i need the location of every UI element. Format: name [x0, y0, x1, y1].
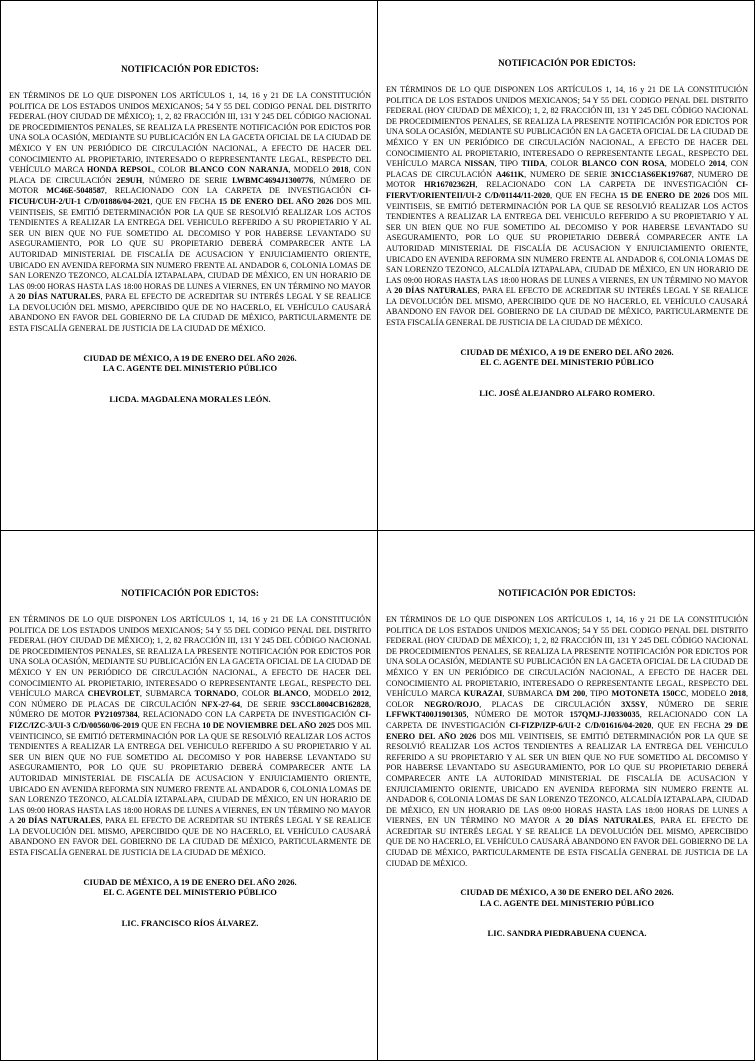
notice-body-bold: CI-FIERVT/ORIENTEII/UI-2 C/D/01144/11-2020 [386, 180, 748, 200]
notice-body-bold: 93CCL8004CB162828 [291, 699, 369, 709]
notice-body-text: , RELACIONADO CON LA CARPETA DE INVESTIGACIÓN [386, 710, 748, 730]
notice-body-bold: 2018 [729, 689, 746, 699]
notice-body-text: EN TÉRMINOS DE LO QUE DISPONEN LOS ARTÍCULOS 1, 14, 16 y 21 DE LA CONSTITUCIÓN POLITICA DE LOS ESTADOS UNIDOS MEXICANOS; 54 Y 55 DEL CODIGO PENAL DEL DISTRITO FEDERAL (HOY CIUDAD DE MÉXICO); 1, 2, 82 FRACCIÓN III, 131 Y 245 DEL CÓDIGO NACIONAL DE PROCEDIMIENTOS PENALES, SE REALIZA LA PRESENTE NOTIFICACIÓN POR EDICTOS POR UNA SOLA OCASIÓN, MEDIANTE SU PUBLICACIÓN EN LA GACETA OFICIAL DE LA CIUDAD DE MÉXICO Y EN UN PERIÓDICO DE CIRCULACIÓN NACIONAL, A EFECTO DE HACER DEL CONOCIMIENTO AL PROPIETARIO, INTERESADO O REPRESENTANTE LEGAL, RESPECTO DEL VEHÍCULO MARCA [386, 85, 748, 169]
notice-body-text: , PARA EL EFECTO DE ACREDITAR SU INTERÉS LEGAL Y SE REALICE LA DEVOLUCIÓN DEL MISMO, APERCIBIDO QUE DE NO HACERLO, EL VEHÍCULO CAUSARÁ ABANDONO EN FAVOR DEL GOBIERNO DE LA CIUDAD DE MÉXICO, PARTICULARMENTE DE ESTA FISCALÍA GENERAL DE JUSTICIA DE LA CIUDAD DE MÉXICO. [386, 816, 748, 868]
notice-body-text: DOS MIL VEINTISEIS, SE EMITIÓ DETERMINACIÓN POR LA QUE SE RESOLVIÓ REALIZAR LOS ACTOS TENDIENTES A REALIZAR LA ENTREGA DEL VEHICULO REFERIDO A SU PROPIETARIO Y AL SER UN BIEN QUE NO FUE SOMETIDO AL DECOMISO Y POR HABERSE LEVANTADO SU ASEGURAMIENTO, POR LO QUE SU PROPIETARIO DEBERÁ COMPARECER ANTE LA AUTORIDAD MINISTERIAL DE FISCALÍA DE ACUSACION Y ENJUICIAMIENTO ORIENTE, UBICADO EN AVENIDA REFORMA SIN NUMERO FRENTE AL ANDADOR 6, COLONIA LOMAS DE SAN LORENZO TEZONCO, ALCALDÍA IZTAPALAPA, CIUDAD DE MÉXICO, EN UN HORARIO DE LAS 09:00 HORAS HASTA LAS 18:00 HORAS DE LUNES A VIERNES, EN UN TÉRMINO NO MAYOR A [9, 196, 371, 302]
notice-body-bold: 2014 [708, 159, 726, 169]
notice-body-bold: 15 DE ENERO DE 2026 [619, 190, 710, 200]
notice-body-text: , NÚMERO DE MOTOR [9, 175, 371, 196]
notice-body-text: , QUE EN FECHA [150, 196, 219, 206]
notice-body-text: QUE EN FECHA [139, 720, 203, 730]
notice-body-text: , DE SERIE [240, 699, 292, 709]
notice-agent-title: EL C. AGENTE DEL MINISTERIO PÚBLICO [103, 887, 277, 898]
notice-body-text: , RELACIONADO CON LA CARPETA DE INVESTIGACIÓN [104, 186, 360, 196]
notice-body-bold: NEGRO/ROJO [424, 699, 480, 709]
notice-body-bold: DM 200 [556, 689, 586, 699]
notice-body-text: , TIPO [585, 689, 612, 699]
notice-body-text: , MODELO [288, 165, 333, 175]
notice-signer: LICDA. MAGDALENA MORALES LEÓN. [109, 393, 271, 404]
notice-body-text: EN TÉRMINOS DE LO QUE DISPONEN LOS ARTÍCULOS 1, 14, 16 y 21 DE LA CONSTITUCIÓN POLITICA DE LOS ESTADOS UNIDOS MEXICANOS; 54 Y 55 DEL CODIGO PENAL DEL DISTRITO FEDERAL (HOY CIUDAD DE MÉXICO); 1, 2, 82 FRACCIÓN III, 131 Y 245 DEL CÓDIGO NACIONAL DE PROCEDIMIENTOS PENALES, SE REALIZA LA PRESENTE NOTIFICACIÓN POR EDICTOS POR UNA SOLA OCASIÓN, MEDIANTE SU PUBLICACIÓN EN LA GACETA OFICIAL DE LA CIUDAD DE MÉXICO Y EN UN PERIÓDICO DE CIRCULACIÓN NACIONAL, A EFECTO DE HACER DEL CONOCIMIENTO AL PROPIETARIO, INTERESADO O REPRESENTANTE LEGAL, RESPECTO DEL VEHÍCULO MARCA [9, 91, 371, 175]
notice-panel [377, 0, 755, 531]
notice-body-text: , CON PLACAS DE CIRCULACIÓN [386, 159, 748, 179]
notice-body-bold: 157QMJ-JJ0330035 [569, 710, 640, 720]
notice-body-bold: PY21097384 [94, 710, 138, 720]
notice-body-text: , CON PLACA DE CIRCULACIÓN [9, 165, 372, 185]
notice-body-bold: 20 DÍAS NATURALES [394, 286, 478, 296]
notice-body-text: DOS MIL VEINTISEIS, SE EMITIÓ DETERMINACIÓN POR LA QUE SE RESOLVIÓ REALIZAR LOS ACTOS TENDIENTES A REALIZAR LA ENTREGA DEL VEHICULO REFERIDO A SU PROPIETARIO Y AL SER UN BIEN QUE NO FUE SOMETIDO AL DECOMISO Y POR HABERSE LEVANTADO SU ASEGURAMIENTO, POR LO QUE SU PROPIETARIO DEBERÁ COMPARECER ANTE LA AUTORIDAD MINISTERIAL DE FISCALÍA DE ACUSACION Y ENJUICIAMIENTO ORIENTE, UBICADO EN AVENIDA REFORMA SIN NUMERO FRENTE AL ANDADOR 6, COLONIA LOMAS DE SAN LORENZO TEZONCO, ALCALDÍA IZTAPALAPA, CIUDAD DE MÉXICO, EN UN HORARIO DE LAS 09:00 HORAS HASTA LAS 18:00 HORAS DE LUNES A VIERNES, EN UN TÉRMINO NO MAYOR A [386, 731, 748, 826]
notice-body-bold: KURAZAI [463, 689, 503, 699]
notice-body-bold: 3N1CC1AS6EK197687 [610, 169, 692, 179]
notice-body-bold: LWBMC4694J1300776 [232, 175, 314, 185]
notice-body-bold: HONDA REPSOL [86, 165, 153, 175]
notice-body-text: , SUBMARCA [502, 689, 557, 699]
notice-panel [0, 530, 378, 1061]
notice-body-bold: BLANCO CON ROSA [581, 159, 665, 169]
notice-body [386, 85, 748, 329]
notice-date: CIUDAD DE MÉXICO, A 19 DE ENERO DEL AÑO 2026. [460, 346, 674, 357]
notice-signer: LIC. FRANCISCO RÍOS ÁLVAREZ. [121, 917, 259, 928]
notice-body-bold: 3X5SY [621, 699, 646, 709]
notice-body-text: , PARA EL EFECTO DE ACREDITAR SU INTERÉS LEGAL Y SE REALICE LA DEVOLUCIÓN DEL MISMO, APERCIBIDO QUE DE NO HACERLO, EL VEHÍCULO CAUSARÁ ABANDONO EN FAVOR DEL GOBIERNO DE LA CIUDAD DE MÉXICO, PARTICULARMENTE DE ESTA FISCALÍA GENERAL DE JUSTICIA DE LA CIUDAD DE MÉXICO. [386, 286, 748, 328]
notice-body-bold: TORNADO [194, 689, 237, 699]
notice-body-bold: 2012 [352, 689, 369, 699]
notice-body-text: , NUMERO DE SERIE [524, 169, 611, 179]
notice-body-text: , PARA EL EFECTO DE ACREDITAR SU INTERÉS LEGAL Y SE REALICE LA DEVOLUCIÓN DEL MISMO, APERCIBIDO QUE DE NO HACERLO, EL VEHÍCULO CAUSARÁ ABANDONO EN FAVOR DEL GOBIERNO DE LA CIUDAD DE MÉXICO, PARTICULARMENTE DE ESTA FISCALÍA GENERAL DE JUSTICIA DE LA CIUDAD DE MÉXICO. [9, 292, 371, 334]
notice-body-bold: NFX-27-64 [201, 699, 241, 709]
notice-body-bold: MC46E-5048587 [46, 186, 105, 196]
notice-body-text: , MODELO [664, 159, 709, 169]
notice-body-text: EN TÉRMINOS DE LO QUE DISPONEN LOS ARTÍCULOS 1, 14, 16 y 21 DE LA CONSTITUCIÓN POLITICA DE LOS ESTADOS UNIDOS MEXICANOS; 54 Y 55 DEL CODIGO PENAL DEL DISTRITO FEDERAL (HOY CIUDAD DE MÉXICO); 1, 2, 82 FRACCIÓN III, 131 Y 245 DEL CÓDIGO NACIONAL DE PROCEDIMIENTOS PENALES, SE REALIZA LA PRESENTE NOTIFICACIÓN POR EDICTOS POR UNA SOLA OCASIÓN, MEDIANTE SU PUBLICACIÓN EN LA GACETA OFICIAL DE LA CIUDAD DE MÉXICO Y EN UN PERIÓDICO DE CIRCULACIÓN NACIONAL, A EFECTO DE HACER DEL CONOCIMIENTO AL PROPIETARIO, INTERESADO O REPRESENTANTE LEGAL, RESPECTO DEL VEHÍCULO MARCA [9, 615, 371, 699]
notice-body-bold: 15 DE ENERO DEL AÑO 2026 [218, 196, 334, 206]
notice-title: NOTIFICACIÓN POR EDICTOS: [498, 58, 636, 68]
notice-body-bold: LFFWKT400J1901305 [386, 710, 467, 720]
notice-body-bold: 10 DE NOVIEMBRE DEL AÑO 2025 [202, 720, 336, 730]
notice-agent-title: EL C. AGENTE DEL MINISTERIO PÚBLICO [480, 357, 654, 368]
notice-body-text: , MODELO [686, 689, 730, 699]
notice-body-bold: 20 DÍAS NATURALES [565, 816, 654, 826]
notice-body-bold: NISSAN [464, 159, 495, 169]
notice-body-text: , MODELO [308, 689, 353, 699]
notice-body-bold: HR16702362H [424, 180, 476, 190]
notice-body-bold: CHEVROLET [87, 689, 140, 699]
notice-body-text: , NÚMERO DE MOTOR [466, 710, 570, 720]
notice-body [9, 91, 371, 335]
notice-body-bold: 20 DÍAS NATURALES [17, 816, 101, 826]
notice-body-text: , SUBMARCA [139, 689, 195, 699]
notice-body-text: , COLOR [545, 159, 582, 169]
notice-agent-title: LA C. AGENTE DEL MINISTERIO PÚBLICO [102, 363, 278, 374]
notice-body-bold: MOTONETA 150CC [611, 689, 687, 699]
notice-body-bold: 29 DE ENERO DEL AÑO 2026 [386, 720, 748, 741]
notice-date: CIUDAD DE MÉXICO, A 30 DE ENERO DEL AÑO 2026. [460, 887, 674, 898]
notice-signer: LIC. JOSÉ ALEJANDRO ALFARO ROMERO. [479, 387, 655, 398]
notice-body-text: , NÚMERO DE SERIE [645, 699, 748, 709]
notice-body-bold: 20 DÍAS NATURALES [17, 292, 101, 302]
notice-body [386, 615, 748, 869]
notice-body-bold: CI-FICUH/CUH-2/UI-1 C/D/01886/04-2021 [9, 186, 371, 206]
notice-body-text: , PARA EL EFECTO DE ACREDITAR SU INTERÉS LEGAL Y SE REALICE LA DEVOLUCIÓN DEL MISMO, APERCIBIDO QUE DE NO HACERLO, EL VEHÍCULO CAUSARÁ ABANDONO EN FAVOR DEL GOBIERNO DE LA CIUDAD DE MÉXICO, PARTICULARMENTE DE ESTA FISCALÍA GENERAL DE JUSTICIA DE LA CIUDAD DE MÉXICO. [9, 816, 371, 858]
notice-body-text: , COLOR [152, 165, 190, 175]
notice-body-text: , QUE EN FECHA [550, 190, 620, 200]
notice-date: CIUDAD DE MÉXICO, A 19 DE ENERO DEL AÑO 2026. [83, 352, 297, 363]
notice-body-text: , COLOR [236, 689, 274, 699]
notice-body-text: DOS MIL VEINTISEIS, SE EMITIÓ DETERMINACIÓN POR LA QUE SE RESOLVIÓ REALIZAR LOS ACTOS TENDIENTES A REALIZAR LA ENTREGA DEL VEHICULO REFERIDO A SU PROPIETARIO Y AL SER UN BIEN QUE NO FUE SOMETIDO AL DECOMISO Y POR HABERSE LEVANTADO SU ASEGURAMIENTO, POR LO QUE SU PROPIETARIO DEBERÁ COMPARECER ANTE LA AUTORIDAD MINISTERIAL DE FISCALÍA DE ACUSACION Y ENJUICIAMIENTO ORIENTE, UBICADO EN AVENIDA REFORMA SIN NUMERO FRENTE AL ANDADOR 6, COLONIA LOMAS DE SAN LORENZO TEZONCO, ALCALDÍA IZTAPALAPA, CIUDAD DE MÉXICO, EN UN HORARIO DE LAS 09:00 HORAS HASTA LAS 18:00 HORAS DE LUNES A VIERNES, EN UN TÉRMINO NO MAYOR A [386, 190, 748, 296]
notice-body-text: DOS MIL VEINTICINCO, SE EMITIÓ DETERMINACIÓN POR LA QUE SE RESOLVIÓ REALIZAR LOS ACTOS TENDIENTES A REALIZAR LA ENTREGA DEL VEHICULO REFERIDO A SU PROPIETARIO Y AL SER UN BIEN QUE NO FUE SOMETIDO AL DECOMISO Y POR HABERSE LEVANTADO SU ASEGURAMIENTO, POR LO QUE SU PROPIETARIO DEBERÁ COMPARECER ANTE LA AUTORIDAD MINISTERIAL DE FISCALÍA DE ACUSACION Y ENJUICIAMIENTO ORIENTE, UBICADO EN AVENIDA REFORMA SIN NUMERO FRENTE AL ANDADOR 6, COLONIA LOMAS DE SAN LORENZO TEZONCO, ALCALDÍA IZTAPALAPA, CIUDAD DE MÉXICO, EN UN HORARIO DE LAS 09:00 HORAS HASTA LAS 18:00 HORAS DE LUNES A VIERNES, EN UN TÉRMINO NO MAYOR A [9, 720, 371, 826]
notice-signer: LIC. SANDRA PIEDRABUENA CUENCA. [487, 928, 647, 939]
notice-body-text: EN TÉRMINOS DE LO QUE DISPONEN LOS ARTÍCULOS 1, 14, 16 y 21 DE LA CONSTITUCIÓN POLITICA DE LOS ESTADOS UNIDOS MEXICANOS; 54 Y 55 DEL CODIGO PENAL DEL DISTRITO FEDERAL (HOY CIUDAD DE MÉXICO); 1, 2, 82 FRACCIÓN III, 131 Y 245 DEL CÓDIGO NACIONAL DE PROCEDIMIENTOS PENALES, SE REALIZA LA PRESENTE NOTIFICACIÓN POR EDICTOS POR UNA SOLA OCASIÓN, MEDIANTE SU PUBLICACIÓN EN LA GACETA OFICIAL DE LA CIUDAD DE MÉXICO Y EN UN PERIÓDICO DE CIRCULACIÓN NACIONAL, A EFECTO DE HACER DEL CONOCIMIENTO AL PROPIETARIO, INTERESADO O REPRESENTANTE LEGAL, RESPECTO DEL VEHÍCULO MARCA [386, 615, 748, 699]
notice-title: NOTIFICACIÓN POR EDICTOS: [498, 588, 636, 598]
notice-body-bold: 2018 [332, 165, 349, 175]
notice-title: NOTIFICACIÓN POR EDICTOS: [121, 64, 259, 74]
notice-agent-title: LA C. AGENTE DEL MINISTERIO PÚBLICO [479, 897, 655, 908]
notice-body-text: , RELACIONADO CON LA CARPETA DE INVESTIGACIÓN [475, 180, 737, 190]
notice-title: NOTIFICACIÓN POR EDICTOS: [121, 588, 259, 598]
notice-body-text: , PLACAS DE CIRCULACIÓN [479, 699, 622, 709]
notice-panel [0, 0, 378, 531]
notice-date: CIUDAD DE MÉXICO, A 19 DE ENERO DEL AÑO 2026. [83, 876, 297, 887]
notice-body-bold: TIIDA [521, 159, 546, 169]
notice-body-text: , NÚMERO DE SERIE [142, 175, 233, 185]
notice-body-text: , TIPO [494, 159, 522, 169]
notice-body-text: , COLOR [386, 689, 748, 709]
notice-body-bold: 2E9UH [116, 175, 143, 185]
notice-body [9, 615, 371, 859]
notice-body-bold: CI-FIZC/IZC-3/UI-3 C/D/00560/06-2019 [9, 710, 371, 730]
notice-body-text: , CON NÚMERO DE PLACAS DE CIRCULACIÓN [9, 689, 371, 709]
notice-body-bold: BLANCO [273, 689, 309, 699]
notice-body-text: , RELACIONADO CON LA CARPETA DE INVESTIGACIÓN [137, 710, 360, 720]
notice-body-text: , NUMERO DE MOTOR [386, 169, 748, 190]
notice-body-text: , QUE EN FECHA [651, 720, 725, 730]
notice-panel [377, 530, 755, 1061]
notice-body-text: , NÚMERO DE MOTOR [9, 699, 371, 720]
notice-body-bold: CI-FIZP/IZP-6/UI-2 C/D/01616/04-2020 [509, 720, 652, 730]
notice-body-bold: BLANCO CON NARANJA [189, 165, 289, 175]
notice-body-bold: A4611K [495, 169, 525, 179]
